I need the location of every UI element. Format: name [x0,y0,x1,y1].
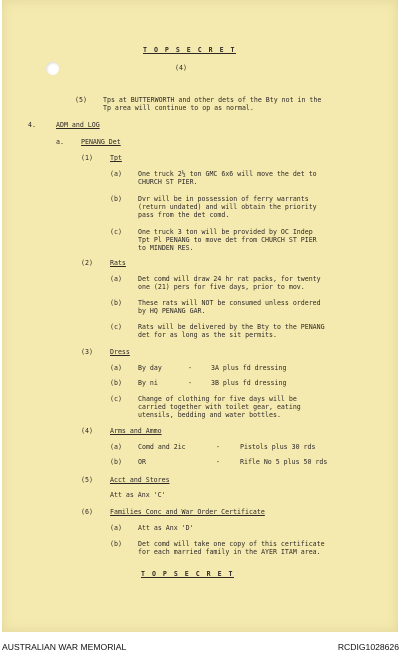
subitem-label: (b) [110,379,122,387]
subitem-line: Rats will be delivered by the Bty to the PENANG [138,323,325,331]
item-title: Dress [110,348,130,356]
subitem-line: for each married family in the AYER ITAM area. [138,548,321,556]
subitem-line: These rats will NOT be consumed unless ordered [138,299,321,307]
punch-hole [46,62,59,75]
subitem-line: one (21) pers for five days, prior to mov. [138,283,305,291]
subitem-line: Dvr will be in possession of ferry warrants [138,195,309,203]
subitem-value: Pistols plus 30 rds [240,443,316,451]
item-number: (1) [81,154,93,162]
subitem-label: (a) [110,364,122,372]
document-page [2,0,398,632]
subsection-title: PENANG Det [81,138,121,146]
subitem-label: (b) [110,458,122,466]
subitem-label: (a) [110,524,122,532]
subitem-line: by HQ PENANG GAR. [138,307,206,315]
subitem-dash: - [188,379,192,387]
item-title: Families Conc and War Order Certificate [110,508,265,516]
subitem-name: Comd and 2ic [138,443,186,451]
subitem-line: pass from the det comd. [138,211,230,219]
subsection-label: a. [56,138,64,146]
subitem-dash: - [188,364,192,372]
item-title: Rats [110,259,126,267]
subitem-label: (a) [110,170,122,178]
subitem-label: (b) [110,540,122,548]
item-title: Arms and Ammo [110,427,162,435]
subitem-line: CHURCH ST PIER. [138,178,198,186]
item-number: (4) [81,427,93,435]
subitem-line: Tpt Pl PENANG to move det from CHURCH ST PIER [138,236,317,244]
subitem-line: One truck 2½ ton GMC 6x6 will move the det to [138,170,317,178]
item-title: Tpt [110,154,122,162]
classification-header: T O P S E C R E T [143,46,236,54]
subitem-label: (c) [110,323,122,331]
subitem-line: Det comd will draw 24 hr rat packs, for twenty [138,275,321,283]
subitem-line: utensils, bedding and water bottles. [138,411,281,419]
subitem-name: By day [138,364,162,372]
subitem-line: carried together with toilet gear, eating [138,403,301,411]
subitem-label: (b) [110,195,122,203]
archive-credit: AUSTRALIAN WAR MEMORIAL [2,642,127,652]
subitem-line: One truck 3 ton will be provided by OC Indep [138,228,313,236]
item-number: (3) [81,348,93,356]
subitem-name: OR [138,458,146,466]
page-number: (4) [175,64,187,72]
subitem-label: (a) [110,443,122,451]
item-body: Att as Anx 'C' [110,491,166,499]
subitem-label: (b) [110,299,122,307]
subitem-line: Det comd will take one copy of this certificate [138,540,325,548]
subitem-value: 3A plus fd dressing [211,364,287,372]
item-title: Acct and Stores [110,476,170,484]
archive-id: RCDIG1028626 [337,642,399,652]
subitem-line: to MINDEN RES. [138,244,194,252]
item-number: (5) [81,476,93,484]
item-number: (2) [81,259,93,267]
subitem-line: det for as long as the sit permits. [138,331,277,339]
subitem-line: Att as Anx 'D' [138,524,194,532]
subitem-line: (return undated) and will obtain the priority [138,203,317,211]
subitem-label: (c) [110,228,122,236]
section-number: 4. [28,121,36,129]
section-title: ADM and LOG [56,121,100,129]
subitem-value: 3B plus fd dressing [211,379,287,387]
subitem-dash: - [216,443,220,451]
para-5-line: Tps at BUTTERWORTH and other dets of the Bty not in the [103,96,322,104]
para-5-line: Tp area will continue to op as normal. [103,104,254,112]
subitem-value: Rifle No 5 plus 50 rds [240,458,328,466]
subitem-line: Change of clothing for five days will be [138,395,297,403]
subitem-name: By ni [138,379,158,387]
subitem-label: (a) [110,275,122,283]
item-number: (6) [81,508,93,516]
classification-footer: T O P S E C R E T [141,570,234,578]
subitem-dash: - [216,458,220,466]
para-5-number: (5) [75,96,87,104]
subitem-label: (c) [110,395,122,403]
